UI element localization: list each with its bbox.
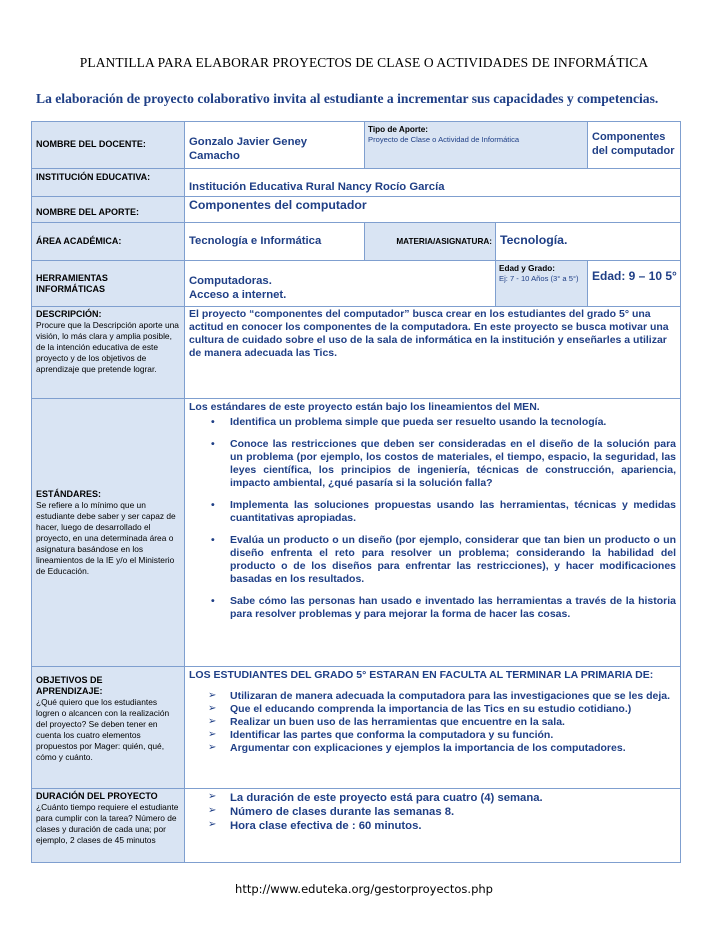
edad-value: Edad: 9 – 10 5°	[592, 269, 677, 283]
area-label: ÁREA ACADÉMICA:	[36, 236, 122, 246]
row-descripcion	[32, 307, 681, 399]
estandar-item: • Implementa las soluciones propuestas usando las herramientas, técnicas y medidas cuantitativas apropiadas.	[230, 499, 676, 525]
institucion-label-cell	[32, 169, 185, 197]
herramientas-label: HERRAMIENTAS INFORMÁTICAS	[36, 273, 108, 294]
estandares-hint: Se refiere a lo mínimo que un estudiante debe saber y ser capaz de hacer, luego de desarrollado el proyecto, en una determinada área o asignatura basándose en los lineamientos de la IE y/o el Ministerio de Educación.	[36, 499, 176, 576]
herramientas-label-cell	[32, 261, 185, 307]
tipo-aporte-value: Proyecto de Clase o Actividad de Informática	[368, 135, 520, 144]
descripcion-label: DESCRIPCIÓN:	[36, 309, 102, 319]
estandar-item: • Evalúa un producto o un diseño (por ejemplo, considerar que tan bien un producto o un diseño enfrenta el reto para resolver un problema; considerando la habilidad del producto o de los diseños para enfrentar las restricciones), y hacer modificaciones basadas en los resultados.	[230, 534, 676, 586]
institucion-value-cell	[185, 169, 681, 197]
objetivos-intro: LOS ESTUDIANTES DEL GRADO 5° ESTARAN EN FACULTA AL TERMINAR LA PRIMARIA DE:	[189, 669, 654, 681]
estandar-item: • Identifica un problema simple que pueda ser resuelto usando la tecnología.	[230, 416, 676, 429]
objetivo-item: ➢ Argumentar con explicaciones y ejemplos la importancia de los computadores.	[230, 742, 676, 755]
row-herramientas	[32, 261, 681, 307]
area-label-cell	[32, 223, 185, 261]
objetivos-hint: ¿Qué quiero que los estudiantes logren o alcancen con la realización del proyecto? Se deben tener en cuenta los cuatro elementos propuestos por Mager: quién, qué, cómo y cuánto.	[36, 697, 170, 762]
row-objetivos	[32, 667, 681, 789]
materia-value: Tecnología.	[500, 233, 568, 247]
estandares-label: ESTÁNDARES:	[36, 488, 102, 499]
objetivo-item: ➢ Utilizaran de manera adecuada la computadora para las investigaciones que se les deja.	[230, 690, 676, 703]
duracion-item: ➢ La duración de este proyecto está para cuatro (4) semana.	[230, 791, 676, 805]
descripcion-text-cell	[185, 307, 681, 399]
edad-value-cell	[588, 261, 681, 307]
aporte-label-cell	[32, 197, 185, 223]
objetivo-item: ➢ Realizar un buen uso de las herramientas que encuentre en la sala.	[230, 716, 676, 729]
tipo-aporte-cell	[365, 122, 588, 169]
descripcion-text: El proyecto “componentes del computador” busca crear en los estudiantes del grado 5° una actitud en conocer los componentes de la computadora. En este proyecto se busca motivar una cultura de cuidado sobre el uso de la sala de informática en la institución y enseñarles a utilizar de manera adecuada las Tics.	[189, 308, 669, 359]
tipo-aporte-label: Tipo de Aporte:	[368, 125, 429, 134]
docente-value: Gonzalo Javier Geney Camacho	[189, 136, 308, 162]
aporte-label: NOMBRE DEL APORTE:	[36, 207, 140, 217]
project-template-table	[31, 121, 681, 863]
objetivo-item: ➢ Identificar las partes que conforma la computadora y su función.	[230, 729, 676, 742]
tipo-aporte-answer: Componentes del computador	[592, 131, 675, 157]
area-value-cell	[185, 223, 365, 261]
edad-hint: Ej: 7 - 10 Años (3° a 5°)	[499, 274, 579, 283]
institucion-value: Institución Educativa Rural Nancy Rocío García	[189, 181, 445, 193]
document-title: PLANTILLA PARA ELABORAR PROYECTOS DE CLASE O ACTIVIDADES DE INFORMÁTICA	[79, 55, 649, 70]
duracion-label: DURACIÓN DEL PROYECTO	[36, 791, 158, 801]
objetivos-content	[185, 667, 680, 757]
estandares-content	[185, 399, 680, 632]
docente-value-cell	[185, 122, 365, 169]
area-value: Tecnología e Informática	[189, 235, 322, 247]
objetivos-label-cell	[32, 667, 185, 789]
herramientas-value-cell	[185, 261, 496, 307]
duracion-list	[189, 791, 676, 833]
row-estandares	[32, 399, 681, 667]
docente-label-cell	[32, 122, 185, 169]
descripcion-label-cell	[32, 307, 185, 399]
objetivos-list	[189, 690, 676, 755]
estandares-label-cell	[32, 399, 185, 667]
estandares-list	[189, 416, 676, 621]
row-aporte	[32, 197, 681, 223]
objetivo-item: ➢ Que el educando comprenda la importancia de las Tics en su estudio cotidiano.)	[230, 703, 676, 716]
materia-label: MATERIA/ASIGNATURA:	[396, 237, 492, 246]
duracion-item: ➢ Hora clase efectiva de : 60 minutos.	[230, 819, 676, 833]
document-subtitle: La elaboración de proyecto colaborativo invita al estudiante a incrementar sus capacidades y competencias.	[36, 91, 659, 106]
duracion-content	[185, 789, 680, 835]
objetivos-label: OBJETIVOS DE APRENDIZAJE:	[36, 675, 103, 696]
estandares-intro: Los estándares de este proyecto están bajo los lineamientos del MEN.	[189, 401, 540, 413]
row-institucion	[32, 169, 681, 197]
estandares-content-cell	[185, 399, 681, 667]
materia-label-cell	[365, 223, 496, 261]
duracion-content-cell	[185, 789, 681, 863]
edad-label-cell	[496, 261, 588, 307]
herramientas-line2: Acceso a internet.	[189, 289, 287, 301]
institucion-label: INSTITUCIÓN EDUCATIVA:	[36, 172, 151, 182]
tipo-aporte-answer-cell	[588, 122, 681, 169]
duracion-item: ➢ Número de clases durante las semanas 8.	[230, 805, 676, 819]
row-docente	[32, 122, 681, 169]
estandar-item: • Sabe cómo las personas han usado e inventado las herramientas a través de la historia para resolver problemas y para mejorar la forma de hacer las cosas.	[230, 595, 676, 621]
duracion-label-cell	[32, 789, 185, 863]
materia-value-cell	[496, 223, 681, 261]
row-area	[32, 223, 681, 261]
descripcion-hint: Procure que la Descripción aporte una visión, lo más clara y amplia posible, de la intención educativa de este proyecto y de los objetivos de aprendizaje que pretende lograr.	[36, 320, 179, 374]
aporte-value: Componentes del computador	[189, 198, 367, 212]
objetivos-content-cell	[185, 667, 681, 789]
docente-label: NOMBRE DEL DOCENTE:	[36, 139, 146, 149]
footer-url: http://www.eduteka.org/gestorproyectos.php	[235, 882, 493, 896]
aporte-value-cell	[185, 197, 681, 223]
herramientas-line1: Computadoras.	[189, 275, 272, 287]
duracion-hint: ¿Cuánto tiempo requiere el estudiante para cumplir con la tarea? Número de clases y duración de cada una; por ejemplo, 2 clases de 45 minutos	[36, 802, 179, 845]
estandar-item: • Conoce las restricciones que deben ser consideradas en el diseño de la solución para un problema (por ejemplo, los costos de materiales, el tiempo, espacio, la seguridad, las leyes científica, los principios de ingeniería, técnicas de construcción, apariencia, impacto ambiental, ¿qué pasaría si la solución falla?	[230, 438, 676, 490]
edad-label: Edad y Grado:	[499, 264, 555, 273]
row-duracion	[32, 789, 681, 863]
